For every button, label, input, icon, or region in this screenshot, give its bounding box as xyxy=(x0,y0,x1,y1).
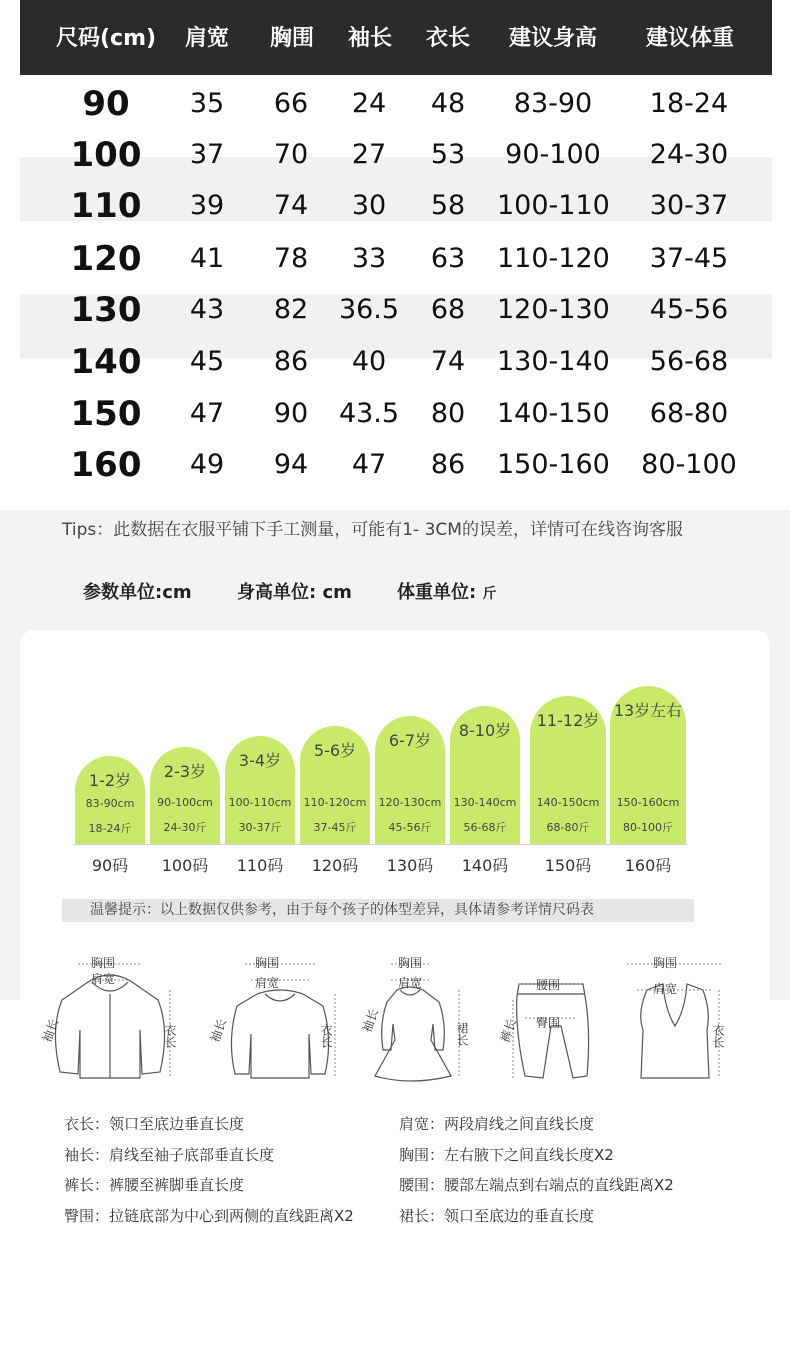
table-cell: 63 xyxy=(430,243,466,274)
notice-text: 温馨提示：以上数据仅供参考，由于每个孩子的体型差异，具体请参考详情尺码表 xyxy=(62,899,694,922)
table-cell: 33 xyxy=(351,243,387,274)
bar-size-label: 140码 xyxy=(461,856,509,875)
age-label: 2-3岁 xyxy=(163,762,207,781)
age-label: 1-2岁 xyxy=(88,771,132,790)
def-skirt: 裙长：领口至底边的垂直长度 xyxy=(399,1207,595,1225)
table-cell: 48 xyxy=(430,88,466,119)
def-pants: 裤长：裤腰至裤脚垂直长度 xyxy=(64,1176,245,1194)
def-hip: 臀围：拉链底部为中心到两侧的直线距离X2 xyxy=(64,1207,354,1225)
age-bar xyxy=(610,686,686,845)
label-shoulder: 肩宽 xyxy=(91,972,116,986)
bar-weight-range: 30-37斤 xyxy=(238,821,282,834)
def-waist: 腰围：腰部左端点到右端点的直线距离X2 xyxy=(399,1176,674,1194)
label-chest: 胸围 xyxy=(255,956,280,970)
table-row xyxy=(0,180,790,232)
table-cell: 41 xyxy=(189,243,225,274)
bar-height-range: 110-120cm xyxy=(303,796,367,809)
age-label: 3-4岁 xyxy=(238,751,282,770)
bar-height-range: 130-140cm xyxy=(453,796,517,809)
table-row xyxy=(0,129,790,181)
label-skirt: 裙长 xyxy=(455,1022,469,1046)
bar-size-label: 160码 xyxy=(624,856,672,875)
header-size: 尺码(cm) xyxy=(56,26,157,51)
bar-height-range: 100-110cm xyxy=(228,796,292,809)
label-waist: 腰围 xyxy=(536,978,561,992)
label-chest: 胸围 xyxy=(91,956,116,970)
bar-size-label: 110码 xyxy=(236,856,284,875)
age-bar xyxy=(225,736,295,845)
table-cell: 70 xyxy=(273,139,309,170)
age-bar xyxy=(75,756,145,845)
label-shoulder: 肩宽 xyxy=(653,982,678,996)
label-length: 衣长 xyxy=(319,1024,333,1048)
table-cell: 24-30 xyxy=(649,139,729,170)
table-row xyxy=(0,336,790,388)
table-cell: 110-120 xyxy=(497,243,610,274)
bar-weight-range: 80-100斤 xyxy=(623,821,673,834)
table-cell: 30-37 xyxy=(649,190,729,221)
table-cell: 35 xyxy=(189,88,225,119)
table-cell: 94 xyxy=(273,449,309,480)
bar-weight-range: 18-24斤 xyxy=(88,822,132,835)
label-chest: 胸围 xyxy=(398,956,423,970)
header-length: 衣长 xyxy=(425,26,470,51)
table-cell: 150-160 xyxy=(497,449,610,480)
label-length: 衣长 xyxy=(163,1024,177,1048)
table-row xyxy=(0,388,790,440)
label-shoulder: 肩宽 xyxy=(398,976,423,990)
table-cell: 37-45 xyxy=(649,243,729,274)
table-cell: 43.5 xyxy=(338,398,400,429)
table-cell: 140-150 xyxy=(497,398,610,429)
table-cell: 27 xyxy=(351,139,387,170)
age-bar xyxy=(450,706,520,845)
age-label: 5-6岁 xyxy=(313,741,357,760)
table-cell: 100-110 xyxy=(497,190,610,221)
label-sleeve: 袖长 xyxy=(207,1016,230,1045)
table-cell: 24 xyxy=(351,88,387,119)
age-bar xyxy=(375,716,445,845)
size-cell: 110 xyxy=(70,186,142,226)
table-row xyxy=(0,284,790,336)
table-cell: 82 xyxy=(273,294,309,325)
table-cell: 68-80 xyxy=(649,398,729,429)
vest-icon xyxy=(615,950,735,1090)
table-cell: 80 xyxy=(430,398,466,429)
header-weight: 建议体重 xyxy=(645,26,734,51)
age-label: 8-10岁 xyxy=(458,721,512,740)
table-cell: 45-56 xyxy=(649,294,729,325)
param-unit: 参数单位:cm xyxy=(83,582,192,603)
bar-size-label: 150码 xyxy=(544,856,592,875)
label-pants: 裤长 xyxy=(497,1016,520,1045)
header-sleeve: 袖长 xyxy=(347,26,392,51)
table-cell: 66 xyxy=(273,88,309,119)
table-cell: 130-140 xyxy=(497,346,610,377)
table-row xyxy=(0,233,790,285)
table-cell: 47 xyxy=(351,449,387,480)
table-cell: 90 xyxy=(273,398,309,429)
table-cell: 83-90 xyxy=(513,88,593,119)
bar-height-range: 150-160cm xyxy=(616,796,680,809)
table-cell: 86 xyxy=(430,449,466,480)
table-cell: 74 xyxy=(273,190,309,221)
table-cell: 120-130 xyxy=(497,294,610,325)
table-cell: 40 xyxy=(351,346,387,377)
table-cell: 78 xyxy=(273,243,309,274)
def-length: 衣长：领口至底边垂直长度 xyxy=(64,1115,245,1133)
age-label: 11-12岁 xyxy=(536,711,600,730)
sweatshirt-icon xyxy=(205,950,355,1090)
bar-weight-range: 24-30斤 xyxy=(163,821,207,834)
size-cell: 120 xyxy=(70,239,142,279)
size-cell: 100 xyxy=(70,135,142,175)
bar-size-label: 130码 xyxy=(386,856,434,875)
age-label: 13岁左右 xyxy=(613,701,683,720)
bar-height-range: 83-90cm xyxy=(85,797,135,810)
table-cell: 58 xyxy=(430,190,466,221)
header-chest: 胸围 xyxy=(269,26,314,51)
table-cell: 86 xyxy=(273,346,309,377)
size-cell: 130 xyxy=(70,290,142,330)
bar-size-label: 90码 xyxy=(91,856,129,875)
header-shoulder: 肩宽 xyxy=(184,26,229,51)
size-cell: 140 xyxy=(70,342,142,382)
table-cell: 39 xyxy=(189,190,225,221)
table-cell: 80-100 xyxy=(641,449,737,480)
def-sleeve: 袖长：肩线至袖子底部垂直长度 xyxy=(64,1146,275,1164)
bar-size-label: 120码 xyxy=(311,856,359,875)
label-shoulder: 肩宽 xyxy=(255,976,280,990)
bar-height-range: 120-130cm xyxy=(378,796,442,809)
table-cell: 49 xyxy=(189,449,225,480)
size-cell: 90 xyxy=(82,84,130,124)
table-cell: 43 xyxy=(189,294,225,325)
table-header xyxy=(20,0,772,75)
size-cell: 160 xyxy=(70,445,142,485)
bar-height-range: 140-150cm xyxy=(536,796,600,809)
label-sleeve: 袖长 xyxy=(359,1006,382,1035)
bar-weight-range: 45-56斤 xyxy=(388,821,432,834)
bar-weight-range: 68-80斤 xyxy=(546,821,590,834)
age-bar xyxy=(300,726,370,845)
size-cell: 150 xyxy=(70,394,142,434)
header-height: 建议身高 xyxy=(508,26,597,51)
age-bar xyxy=(150,747,220,845)
label-length: 衣长 xyxy=(711,1024,725,1048)
table-cell: 90-100 xyxy=(505,139,601,170)
age-bar xyxy=(530,696,606,845)
table-cell: 18-24 xyxy=(649,88,729,119)
table-cell: 53 xyxy=(430,139,466,170)
tips-text: Tips：此数据在衣服平铺下手工测量，可能有1- 3CM的误差，详情可在线咨询客服 xyxy=(62,520,683,540)
table-cell: 56-68 xyxy=(649,346,729,377)
label-sleeve: 袖长 xyxy=(39,1016,62,1045)
table-cell: 36.5 xyxy=(338,294,400,325)
table-cell: 74 xyxy=(430,346,466,377)
label-hip: 臀围 xyxy=(536,1016,561,1030)
bar-height-range: 90-100cm xyxy=(157,796,213,809)
table-row xyxy=(0,78,790,130)
label-chest: 胸围 xyxy=(653,956,678,970)
bar-weight-range: 56-68斤 xyxy=(463,821,507,834)
bar-size-label: 100码 xyxy=(161,856,209,875)
def-chest: 胸围：左右腋下之间直线长度X2 xyxy=(399,1146,614,1164)
table-row xyxy=(0,439,790,491)
def-shoulder: 肩宽：两段肩线之间直线长度 xyxy=(399,1115,595,1133)
table-cell: 37 xyxy=(189,139,225,170)
weight-unit: 体重单位: 斤 xyxy=(397,582,497,603)
height-unit: 身高单位: cm xyxy=(237,582,352,603)
table-cell: 45 xyxy=(189,346,225,377)
table-cell: 47 xyxy=(189,398,225,429)
table-cell: 68 xyxy=(430,294,466,325)
bar-baseline xyxy=(73,844,687,845)
table-cell: 30 xyxy=(351,190,387,221)
bar-weight-range: 37-45斤 xyxy=(313,821,357,834)
age-label: 6-7岁 xyxy=(388,731,432,750)
